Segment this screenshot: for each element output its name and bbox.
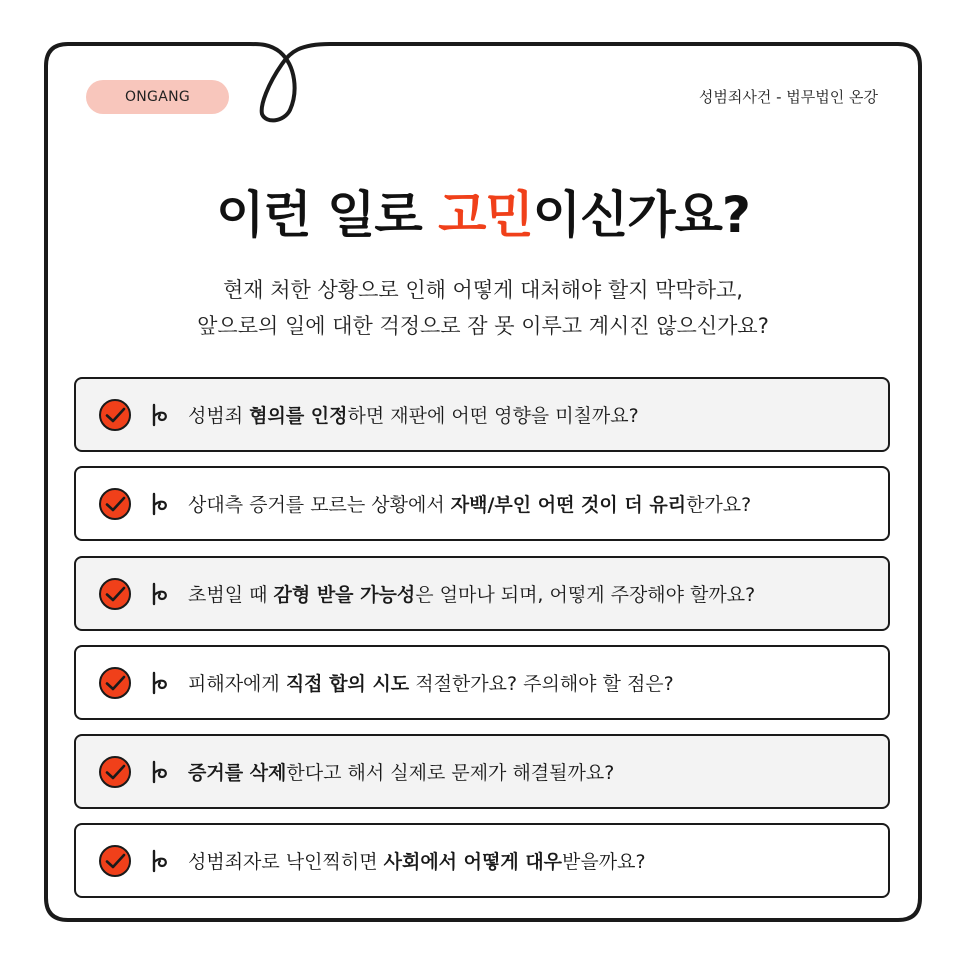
check-circle-icon [98, 666, 132, 700]
question-item [74, 734, 890, 809]
pin-icon [150, 848, 172, 874]
pin-icon [150, 491, 172, 517]
question-text [188, 758, 614, 785]
question-emphasis: 사회에서 어떻게 대우 [383, 851, 563, 873]
check-circle-icon [98, 398, 132, 432]
question-text [188, 401, 639, 428]
question-segment: 하면 재판에 어떤 영향을 미칠까요? [347, 405, 639, 427]
brand-badge: ONGANG [86, 80, 229, 114]
question-item [74, 556, 890, 631]
question-emphasis: 직접 합의 시도 [285, 673, 410, 695]
question-segment: 피해자에게 [188, 673, 286, 695]
title-highlight: 고민 [438, 186, 533, 244]
question-segment: 초범일 때 [188, 584, 274, 606]
title-after: 이신가요? [532, 186, 750, 244]
title-before: 이런 일로 [216, 186, 439, 244]
question-emphasis: 혐의를 인정 [249, 405, 348, 427]
check-circle-icon [98, 755, 132, 789]
subtitle-line-1: 현재 처한 상황으로 인해 어떻게 대처해야 할지 막막하고, [223, 278, 743, 302]
subtitle [0, 272, 966, 344]
question-segment: 성범죄자로 낙인찍히면 [188, 851, 384, 873]
check-circle-icon [98, 487, 132, 521]
question-item [74, 377, 890, 452]
pin-icon [150, 670, 172, 696]
question-item [74, 466, 890, 541]
pin-icon [150, 402, 172, 428]
check-circle-icon [98, 577, 132, 611]
pin-icon [150, 581, 172, 607]
question-emphasis: 감형 받을 가능성 [273, 584, 416, 606]
question-segment: 받을까요? [562, 851, 646, 873]
question-item [74, 645, 890, 720]
pin-icon [150, 759, 172, 785]
subtitle-line-2: 앞으로의 일에 대한 걱정으로 잠 못 이루고 계시진 않으신가요? [197, 314, 769, 338]
question-segment: 적절한가요? 주의해야 할 점은? [409, 673, 674, 695]
header-caption: 성범죄사건 - 법무법인 온강 [698, 88, 878, 106]
check-circle-icon [98, 844, 132, 878]
question-text [188, 490, 751, 517]
question-emphasis: 자백/부인 어떤 것이 더 유리 [450, 494, 687, 516]
question-emphasis: 증거를 삭제 [188, 762, 287, 784]
question-segment: 은 얼마나 되며, 어떻게 주장해야 할까요? [415, 584, 756, 606]
question-segment: 성범죄 [188, 405, 250, 427]
question-segment: 상대측 증거를 모르는 상황에서 [188, 494, 451, 516]
page-title [0, 185, 966, 245]
question-text [188, 847, 646, 874]
question-segment: 한가요? [686, 494, 752, 516]
question-text [188, 580, 755, 607]
question-text [188, 669, 674, 696]
question-item [74, 823, 890, 898]
question-segment: 한다고 해서 실제로 문제가 해결될까요? [286, 762, 615, 784]
